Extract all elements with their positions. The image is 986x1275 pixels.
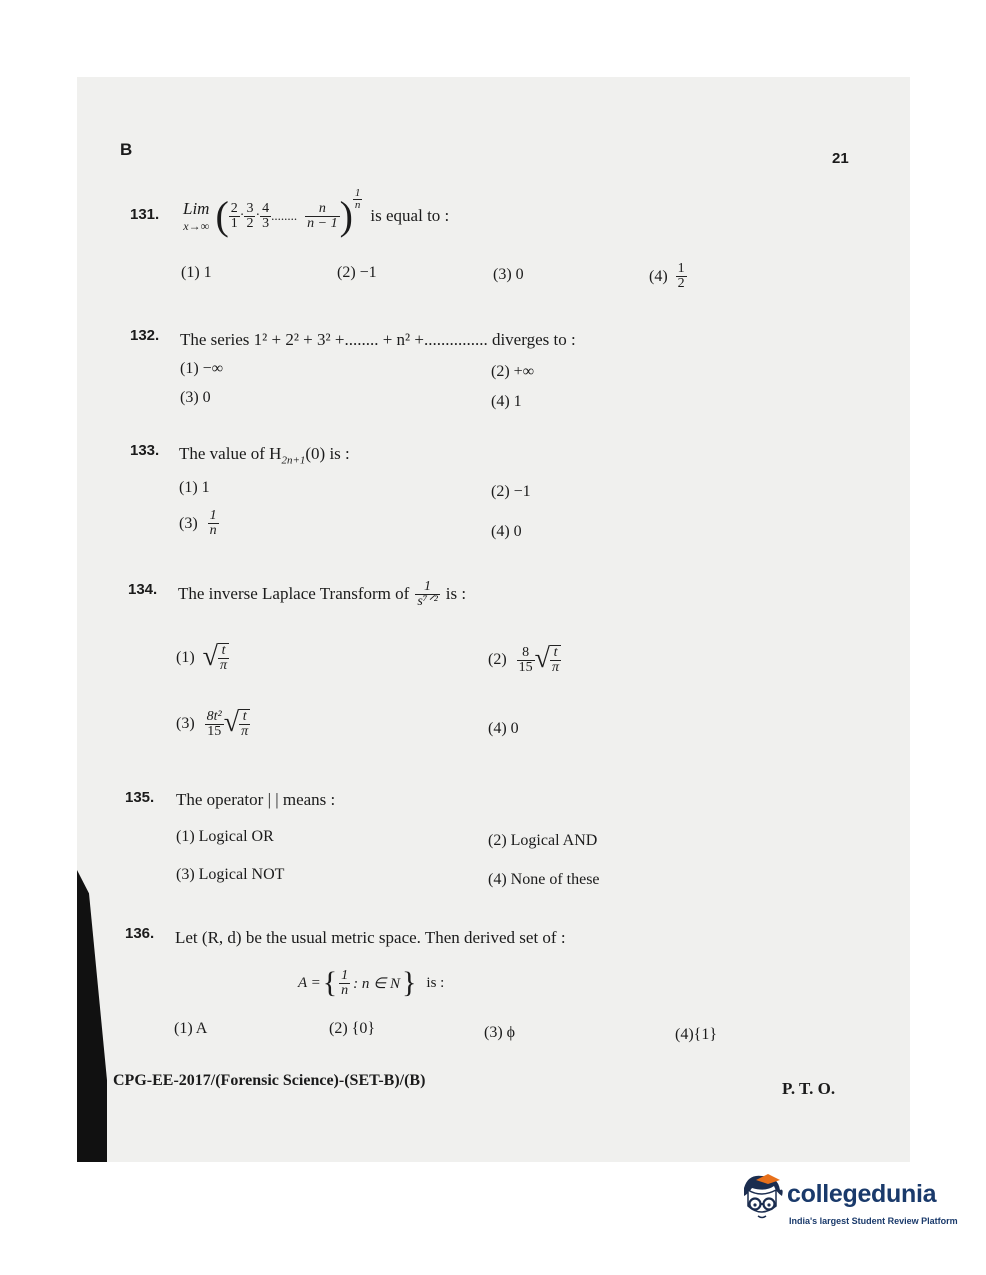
close-paren: ) bbox=[339, 193, 353, 238]
option-1: (1) √ $\frac{t}{\pi}$ bbox=[176, 641, 228, 673]
option-2: (2) $\frac{8}{15}$ √ $\frac{t}{\pi}$ bbox=[488, 643, 560, 675]
lim-subscript: x→∞ bbox=[183, 218, 210, 233]
option-1: (1) 1 bbox=[181, 264, 212, 281]
option-3: (3) $\frac{1}{n}$ bbox=[179, 508, 217, 538]
question-number: 136. bbox=[125, 925, 155, 942]
option-1: (1) 1 bbox=[179, 479, 210, 496]
option-1: (1) A bbox=[174, 1020, 208, 1037]
ellipsis: ........ bbox=[271, 208, 298, 223]
option-2: (2) Logical AND bbox=[488, 832, 598, 849]
option-2: (2) +∞ bbox=[491, 363, 535, 380]
question-text: The inverse Laplace Transform of $\frac{1}{\text{s⁷ᐟ²}}$ is : bbox=[178, 578, 467, 609]
set-definition: A = { $\frac{1}{n}$ : n ∈ N } is : bbox=[298, 966, 445, 999]
question-text: Lim x→∞ ( $\frac{2}{1}$ · $\frac{3}{2}$ · $\frac{4}{3}$ ........ $\frac{n}{n - 1}$ ) $\frac{1}{n}$ is equal to : bbox=[183, 187, 450, 238]
paper-code: CPG-EE-2017/(Forensic Science)-(SET-B)/(B) bbox=[113, 1072, 426, 1089]
option-4: (4){1} bbox=[675, 1026, 718, 1043]
option-4: (4) 0 bbox=[491, 523, 522, 540]
graduate-mascot-icon bbox=[738, 1172, 784, 1226]
option-2: (2) {0} bbox=[329, 1020, 376, 1037]
question-number: 132. bbox=[130, 327, 160, 344]
option-3: (3) 0 bbox=[180, 389, 211, 406]
question-number: 133. bbox=[130, 442, 160, 459]
fraction: $\frac{2}{1}$ bbox=[230, 200, 238, 231]
option-3: (3) ϕ bbox=[484, 1024, 516, 1041]
question-tail: is equal to : bbox=[370, 206, 450, 225]
fraction: $\frac{4}{3}$ bbox=[262, 200, 270, 231]
option-4: (4) 1 bbox=[491, 393, 522, 410]
option-1: (1) Logical OR bbox=[176, 828, 274, 845]
fraction: $\frac{n}{n - 1}$ bbox=[307, 200, 338, 231]
option-1: (1) −∞ bbox=[180, 360, 224, 377]
lim-word: Lim bbox=[183, 198, 210, 218]
option-3: (3) 0 bbox=[493, 266, 524, 283]
pto-marker: P. T. O. bbox=[782, 1079, 836, 1098]
brand-name: collegedunia bbox=[787, 1180, 937, 1208]
question-text: Let (R, d) be the usual metric space. Then derived set of : bbox=[175, 928, 566, 947]
question-text: The operator | | means : bbox=[176, 790, 336, 809]
brand-tagline: India's largest Student Review Platform bbox=[789, 1216, 958, 1226]
question-number: 131. bbox=[130, 206, 160, 223]
option-2: (2) −1 bbox=[491, 483, 531, 500]
option-4: (4) $\frac{1}{2}$ bbox=[649, 261, 685, 291]
exponent-fraction: $\frac{1}{n}$ bbox=[354, 187, 361, 211]
question-number: 135. bbox=[125, 789, 155, 806]
open-paren: ( bbox=[215, 193, 229, 238]
fraction: $\frac{3}{2}$ bbox=[246, 200, 254, 231]
option-3: (3) Logical NOT bbox=[176, 866, 285, 883]
option-3: (3) $\frac{\text{8t²}}{15}$ √ $\frac{t}{\pi}$ bbox=[176, 707, 249, 739]
question-text: The series 1² + 2² + 3² +........ + n² +............... diverges to : bbox=[180, 330, 576, 349]
option-2: (2) −1 bbox=[337, 264, 377, 281]
page-number: 21 bbox=[832, 150, 849, 167]
option-4: (4) 0 bbox=[488, 720, 519, 737]
question-text: The value of $H_{2n+1}(0)$ is : bbox=[179, 444, 350, 467]
option-4: (4) None of these bbox=[488, 871, 600, 888]
question-number: 134. bbox=[128, 581, 158, 598]
set-letter: B bbox=[120, 140, 133, 159]
